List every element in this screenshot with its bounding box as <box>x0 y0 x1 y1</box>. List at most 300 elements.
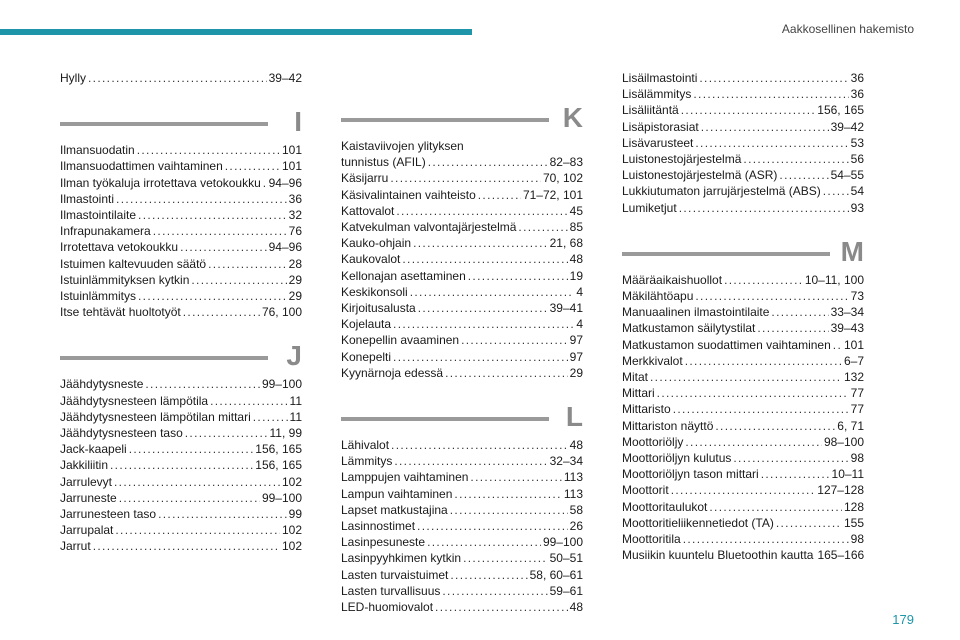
section-divider <box>341 118 549 122</box>
index-entry[interactable] <box>341 203 583 219</box>
index-entry-term: Jäähdytysnesteen taso <box>60 426 183 440</box>
dot-leader <box>695 135 848 151</box>
index-entry-term: Lampun vaihtaminen <box>341 486 453 501</box>
index-entry[interactable] <box>622 102 864 118</box>
index-entry-term: Kojelauta <box>341 317 392 332</box>
dot-leader <box>253 409 288 425</box>
index-entry[interactable] <box>341 349 583 365</box>
section-heading <box>60 106 302 142</box>
index-entry[interactable] <box>60 239 302 255</box>
index-entry-term: Kaukovalot <box>341 252 401 267</box>
index-entry-pages[interactable]: 128 <box>843 499 864 514</box>
dot-leader <box>427 534 541 550</box>
dot-leader <box>709 499 842 515</box>
index-entry-term: Lähivalot <box>341 438 390 452</box>
section-divider <box>341 417 549 421</box>
dot-leader <box>657 385 849 401</box>
dot-leader <box>693 86 848 102</box>
dot-leader <box>93 538 280 554</box>
index-entry[interactable] <box>622 272 864 288</box>
index-entry-term: Matkustamon säilytystilat <box>622 321 756 336</box>
index-entry-term: Mittari <box>622 386 655 401</box>
index-entry[interactable] <box>622 369 864 385</box>
index-entry[interactable] <box>622 401 864 417</box>
index-entry[interactable] <box>60 70 302 86</box>
index-entry[interactable] <box>622 70 864 86</box>
index-entry-term: Lämmitys <box>341 454 393 469</box>
index-entry-term: Lasten turvallisuus <box>341 583 441 598</box>
index-entry[interactable] <box>622 167 864 183</box>
section-divider <box>622 252 830 256</box>
index-entry-pages[interactable]: 48 <box>569 438 583 452</box>
index-entry[interactable] <box>60 474 302 490</box>
index-entry-pages[interactable]: 76, 100 <box>261 305 302 320</box>
index-entry-term: Lasinpyyhkimen kytkin <box>341 551 462 566</box>
index-entry-term: Jack-kaapeli <box>60 442 127 457</box>
index-entry-pages[interactable]: 39–41 <box>549 301 583 315</box>
index-entry-pages[interactable]: 4 <box>576 317 583 332</box>
section-letter: J <box>286 340 302 372</box>
dot-leader <box>757 320 828 336</box>
index-entry-term: Lisävarusteet <box>622 135 694 150</box>
index-entry-pages[interactable]: 29 <box>569 365 583 380</box>
index-entry-term: Moottoritaulukot <box>622 499 708 514</box>
dot-leader <box>450 567 527 583</box>
index-entry-pages[interactable]: 77 <box>850 402 864 417</box>
index-entry-pages[interactable]: 85 <box>569 220 583 234</box>
index-entry-pages[interactable]: 45 <box>569 203 583 218</box>
index-entry-term: Ilmastointi <box>60 191 115 206</box>
index-entry-term: Lukkiutumaton jarrujärjestelmä (ABS) <box>622 184 821 199</box>
dot-leader <box>115 522 280 538</box>
index-entry-term-line1: Kaistaviivojen ylityksen <box>341 139 464 153</box>
index-entry[interactable] <box>60 288 302 304</box>
index-entry-term: Moottoriöljyn tason mittari <box>622 467 759 482</box>
index-entry-term: Moottoriöljy <box>622 434 684 449</box>
dot-leader <box>129 441 254 457</box>
index-entry-pages[interactable]: 58 <box>569 502 583 517</box>
index-entry[interactable] <box>622 119 864 135</box>
index-entry-term: Moottorit <box>622 483 669 498</box>
dot-leader <box>685 353 842 369</box>
index-entry[interactable] <box>341 502 583 518</box>
index-entry-pages[interactable]: 70, 102 <box>542 171 583 186</box>
index-entry-term: Katvekulman valvontajärjestelmä <box>341 220 517 234</box>
index-entry-pages[interactable]: 39–43 <box>830 321 864 336</box>
index-entry-pages[interactable]: 48 <box>569 252 583 267</box>
index-entry-pages[interactable]: 101 <box>281 143 302 158</box>
index-entry-term: Ilmansuodatin <box>60 143 135 158</box>
index-entry-pages[interactable]: 58, 60–61 <box>529 567 583 582</box>
index-entry[interactable] <box>622 547 864 563</box>
index-entry-pages[interactable]: 39–42 <box>268 71 302 85</box>
index-entry-term: Istuinlämmitys <box>60 289 137 303</box>
dot-leader <box>478 187 521 203</box>
index-entry-term: Lisälämmitys <box>622 87 692 102</box>
index-entry[interactable] <box>622 135 864 151</box>
index-entry[interactable] <box>341 437 583 453</box>
index-entry[interactable] <box>341 365 583 381</box>
index-entry-term: Jakkiliitin <box>60 458 109 473</box>
index-entry[interactable] <box>60 272 302 288</box>
index-entry-pages[interactable]: 113 <box>563 486 583 501</box>
dot-leader <box>210 393 287 409</box>
index-entry-pages[interactable]: 32 <box>288 208 302 222</box>
index-entry-pages[interactable]: 132 <box>843 370 864 384</box>
index-entry-pages[interactable]: 93 <box>850 200 864 215</box>
dot-leader <box>137 142 280 158</box>
index-entry[interactable] <box>60 522 302 538</box>
index-entry[interactable] <box>622 304 864 320</box>
index-entry[interactable] <box>622 337 864 353</box>
index-entry-pages[interactable]: 97 <box>569 349 583 364</box>
index-entry[interactable] <box>341 583 583 599</box>
dot-leader <box>771 304 828 320</box>
index-entry-pages[interactable]: 94–96 <box>268 240 302 255</box>
dot-leader <box>671 482 816 498</box>
index-entry-pages[interactable]: 113 <box>563 470 583 485</box>
index-entry[interactable] <box>622 320 864 336</box>
dot-leader <box>428 154 548 170</box>
index-entry-pages[interactable]: 102 <box>281 523 302 538</box>
index-entry-term: Lasinpesuneste <box>341 535 426 550</box>
dot-leader <box>393 316 574 332</box>
index-entry[interactable] <box>622 86 864 102</box>
index-entry-pages[interactable]: 28 <box>288 256 302 271</box>
index-entry-pages[interactable]: 26 <box>569 519 583 533</box>
index-entry-pages[interactable]: 11 <box>289 393 302 408</box>
dot-leader <box>518 219 567 235</box>
index-entry-pages[interactable]: 101 <box>843 337 864 352</box>
dot-leader <box>402 251 567 267</box>
index-entry[interactable] <box>622 531 864 547</box>
index-entry-pages[interactable]: 4 <box>576 284 583 299</box>
index-entry[interactable] <box>341 518 583 534</box>
index-entry[interactable] <box>60 207 302 223</box>
index-entry[interactable] <box>60 457 302 473</box>
index-entry-term: Keskikonsoli <box>341 284 408 299</box>
index-entry[interactable] <box>622 353 864 369</box>
index-entry-term: Kirjoitusalusta <box>341 301 416 315</box>
index-entry-term: Moottoritieliikennetiedot (TA) <box>622 515 774 530</box>
index-entry-term: LED-huomiovalot <box>341 600 434 614</box>
index-entry[interactable] <box>341 300 583 316</box>
index-entry[interactable] <box>341 219 583 235</box>
index-entry-pages[interactable]: 99–100 <box>261 377 302 392</box>
index-entry-pages[interactable]: 36 <box>850 87 864 102</box>
index-entry-pages[interactable]: 32–34 <box>549 454 583 469</box>
index-entry-term: Määräaikaishuollot <box>622 272 723 287</box>
dot-leader <box>823 183 849 199</box>
index-entry[interactable] <box>60 158 302 174</box>
dot-leader <box>390 170 541 186</box>
section-letter: K <box>562 102 583 133</box>
dot-leader <box>138 207 287 223</box>
index-entry-pages[interactable]: 98–100 <box>823 434 864 449</box>
index-entry[interactable] <box>341 534 583 550</box>
index-entry[interactable] <box>60 506 302 522</box>
index-entry-term: Lasinnostimet <box>341 519 416 533</box>
index-entry-term: Lasten turvaistuimet <box>341 567 449 582</box>
dot-leader <box>138 288 287 304</box>
dot-leader <box>208 256 287 272</box>
index-entry-pages[interactable]: 156, 165 <box>255 442 302 457</box>
index-entry-term: Jarrulevyt <box>60 474 113 489</box>
dot-leader <box>413 235 548 251</box>
index-entry-pages[interactable]: 102 <box>281 474 302 489</box>
dot-leader <box>153 223 287 239</box>
index-entry-term: Jäähdytysnesteen lämpötilan mittari <box>60 409 251 424</box>
index-entry-term: Kyynärnoja edessä <box>341 365 444 380</box>
index-entry[interactable] <box>341 486 583 502</box>
index-entry-term: Mittaristo <box>622 402 671 417</box>
dot-leader <box>183 304 260 320</box>
index-entry[interactable] <box>341 268 583 284</box>
index-entry-pages[interactable]: 56 <box>850 152 864 166</box>
index-entry-term: tunnistus (AFIL) <box>341 155 426 169</box>
index-entry-term: Jarrupalat <box>60 523 114 538</box>
index-entry[interactable] <box>60 175 302 191</box>
index-entry-pages[interactable]: 36 <box>850 71 864 85</box>
index-entry-term: Istuimen kaltevuuden säätö <box>60 256 207 271</box>
dot-leader <box>695 288 848 304</box>
index-entry-pages[interactable]: 11 <box>289 409 302 424</box>
index-entry-term: Moottoritila <box>622 532 681 546</box>
dot-leader <box>450 502 568 518</box>
dot-leader <box>699 70 848 86</box>
dot-leader <box>393 349 568 365</box>
index-entry[interactable] <box>60 393 302 409</box>
dot-leader <box>158 506 287 522</box>
index-entry-pages[interactable]: 11, 99 <box>269 426 302 440</box>
index-entry-term: Ilmansuodattimen vaihtaminen <box>60 159 223 174</box>
index-entry-pages[interactable]: 6, 71 <box>837 418 864 433</box>
dot-leader <box>391 437 568 453</box>
index-entry-pages[interactable]: 165–166 <box>817 548 865 563</box>
dot-leader <box>417 518 568 534</box>
index-entry-term: Irrotettava vetokoukku <box>60 240 179 255</box>
index-entry-pages[interactable]: 155 <box>843 515 864 530</box>
dot-leader <box>191 272 286 288</box>
index-entry-pages[interactable]: 71–72, 101 <box>522 187 583 202</box>
index-entry-pages[interactable]: 82–83 <box>549 155 583 169</box>
section-letter: L <box>565 401 583 432</box>
index-entry-pages[interactable]: 94–96 <box>268 175 302 190</box>
index-entry-pages[interactable]: 54–55 <box>830 168 864 183</box>
index-entry[interactable] <box>341 453 583 469</box>
index-entry[interactable] <box>622 151 864 167</box>
index-entry[interactable] <box>622 418 864 434</box>
index-entry-pages[interactable]: 53 <box>850 135 864 150</box>
dot-leader <box>673 401 849 417</box>
index-entry-pages[interactable]: 77 <box>850 386 864 401</box>
dot-leader <box>470 469 561 485</box>
index-entry-pages[interactable]: 156, 165 <box>817 103 864 118</box>
index-entry[interactable] <box>341 469 583 485</box>
index-entry[interactable] <box>341 567 583 583</box>
index-entry[interactable] <box>341 316 583 332</box>
dot-leader <box>468 268 568 284</box>
index-entry-term: Matkustamon suodattimen vaihtaminen <box>622 337 831 352</box>
dot-leader <box>114 474 280 490</box>
section-heading <box>341 102 583 138</box>
index-entry-term: Itse tehtävät huoltotyöt <box>60 305 181 320</box>
index-entry-pages[interactable]: 10–11, 100 <box>804 272 864 287</box>
dot-leader <box>225 158 280 174</box>
index-entry-pages[interactable]: 101 <box>281 159 302 174</box>
index-entry-term: Kattovalot <box>341 203 395 218</box>
index-entry[interactable] <box>60 142 302 158</box>
dot-leader <box>779 167 828 183</box>
index-entry-term: Lumiketjut <box>622 200 677 215</box>
index-entry[interactable] <box>341 599 583 615</box>
dot-leader <box>650 369 842 385</box>
dot-leader <box>410 284 575 300</box>
index-entry-term: Lamppujen vaihtaminen <box>341 470 469 485</box>
index-entry[interactable] <box>60 441 302 457</box>
index-entry[interactable] <box>60 191 302 207</box>
index-entry-term: Jarrut <box>60 539 91 554</box>
index-entry-pages[interactable]: 76 <box>288 224 302 239</box>
index-entry[interactable] <box>622 450 864 466</box>
dot-leader <box>180 239 267 255</box>
section-letter: M <box>840 235 864 267</box>
index-entry-pages[interactable]: 54 <box>850 184 864 199</box>
section-heading <box>341 401 583 437</box>
dot-leader <box>724 272 803 288</box>
dot-leader <box>263 175 267 191</box>
index-entry-pages[interactable]: 6–7 <box>843 353 864 368</box>
section-divider <box>60 356 268 360</box>
index-entry-term: Luistonestojärjestelmä <box>622 152 742 166</box>
index-entry-term: Lisäliitäntä <box>622 103 679 118</box>
index-entry[interactable] <box>60 425 302 441</box>
header-accent-bar <box>0 29 472 35</box>
index-entry-pages[interactable]: 50–51 <box>549 551 583 566</box>
index-entry[interactable] <box>622 499 864 515</box>
index-entry-pages[interactable]: 29 <box>288 289 302 303</box>
dot-leader <box>685 434 822 450</box>
index-entry-term: Moottoriöljyn kulutus <box>622 451 732 465</box>
dot-leader <box>116 191 287 207</box>
index-entry[interactable] <box>341 138 583 170</box>
dot-leader <box>463 550 548 566</box>
index-entry[interactable] <box>622 288 864 304</box>
index-entry-term: Ilman työkaluja irrotettava vetokoukku <box>60 175 261 190</box>
index-entry[interactable] <box>622 515 864 531</box>
index-entry-pages[interactable]: 33–34 <box>830 305 864 320</box>
index-entry[interactable] <box>341 251 583 267</box>
section-divider <box>60 122 268 126</box>
index-entry-pages[interactable]: 99–100 <box>542 535 583 550</box>
dot-leader <box>418 300 548 316</box>
index-entry-term: Ilmastointilaite <box>60 208 137 222</box>
index-entry-pages[interactable]: 29 <box>288 272 302 287</box>
dot-leader <box>461 332 568 348</box>
index-entry[interactable] <box>341 235 583 251</box>
index-entry-term: Mitat <box>622 370 649 384</box>
index-entry-term: Luistonestojärjestelmä (ASR) <box>622 168 778 183</box>
section-letter: I <box>294 106 302 138</box>
index-entry-term: Lisäpistorasiat <box>622 119 699 134</box>
index-entry-term: Merkkivalot <box>622 353 683 368</box>
index-entry-pages[interactable]: 98 <box>850 532 864 546</box>
dot-leader <box>119 490 260 506</box>
index-entry-pages[interactable]: 59–61 <box>549 583 583 598</box>
index-entry[interactable] <box>60 490 302 506</box>
dot-leader <box>743 151 848 167</box>
index-entry-term: Mittariston näyttö <box>622 418 714 433</box>
index-entry-pages[interactable]: 36 <box>288 191 302 206</box>
index-entry-pages[interactable]: 48 <box>569 600 583 614</box>
index-entry-pages[interactable]: 156, 165 <box>255 458 302 473</box>
index-entry[interactable] <box>622 385 864 401</box>
index-entry-pages[interactable]: 99 <box>288 507 302 521</box>
index-entry-pages[interactable]: 39–42 <box>830 119 864 134</box>
index-entry-term: Lapset matkustajina <box>341 502 448 517</box>
dot-leader <box>445 365 568 381</box>
index-entry-term: Jarrunesteen taso <box>60 507 157 521</box>
dot-leader <box>833 337 842 353</box>
index-entry-pages[interactable]: 19 <box>569 268 583 283</box>
index-entry-term: Hylly <box>60 71 86 85</box>
dot-leader <box>185 425 268 441</box>
index-entry-pages[interactable]: 10–11 <box>831 467 864 482</box>
index-entry-pages[interactable]: 21, 68 <box>549 236 583 251</box>
dot-leader <box>110 457 253 473</box>
dot-leader <box>733 450 848 466</box>
index-entry[interactable] <box>60 409 302 425</box>
dot-leader <box>88 70 267 86</box>
section-heading <box>622 236 864 272</box>
dot-leader <box>715 418 835 434</box>
dot-leader <box>145 376 260 392</box>
index-entry[interactable] <box>60 304 302 320</box>
index-entry-term: Jäähdytysnesteen lämpötila <box>60 393 209 408</box>
index-entry-pages[interactable]: 98 <box>850 451 864 465</box>
index-entry-pages[interactable]: 97 <box>569 333 583 348</box>
index-entry-term: Käsijarru <box>341 171 389 186</box>
index-entry-term: Kellonajan asettaminen <box>341 268 466 283</box>
index-entry[interactable] <box>341 284 583 300</box>
index-entry-pages[interactable]: 99–100 <box>261 490 302 505</box>
index-entry[interactable] <box>622 200 864 216</box>
index-entry[interactable] <box>622 183 864 199</box>
index-entry[interactable] <box>341 187 583 203</box>
index-entry[interactable] <box>622 466 864 482</box>
index-entry-pages[interactable]: 73 <box>850 289 864 303</box>
index-entry[interactable] <box>341 550 583 566</box>
index-entry-pages[interactable]: 102 <box>281 539 302 554</box>
index-entry[interactable] <box>60 376 302 392</box>
index-entry-term: Jarruneste <box>60 490 117 505</box>
dot-leader <box>394 453 547 469</box>
dot-leader <box>396 203 567 219</box>
index-entry[interactable] <box>622 434 864 450</box>
index-entry[interactable] <box>341 332 583 348</box>
index-entry[interactable] <box>60 223 302 239</box>
index-entry-pages[interactable]: 127–128 <box>817 483 864 498</box>
index-entry[interactable] <box>341 170 583 186</box>
index-entry[interactable] <box>60 256 302 272</box>
dot-leader <box>681 102 816 118</box>
dot-leader <box>701 119 829 135</box>
index-entry[interactable] <box>622 482 864 498</box>
dot-leader <box>454 486 561 502</box>
index-entry[interactable] <box>60 538 302 554</box>
index-entry-term: Mäkilähtöapu <box>622 289 694 303</box>
index-entry-term: Manuaalinen ilmastointilaite <box>622 305 770 320</box>
